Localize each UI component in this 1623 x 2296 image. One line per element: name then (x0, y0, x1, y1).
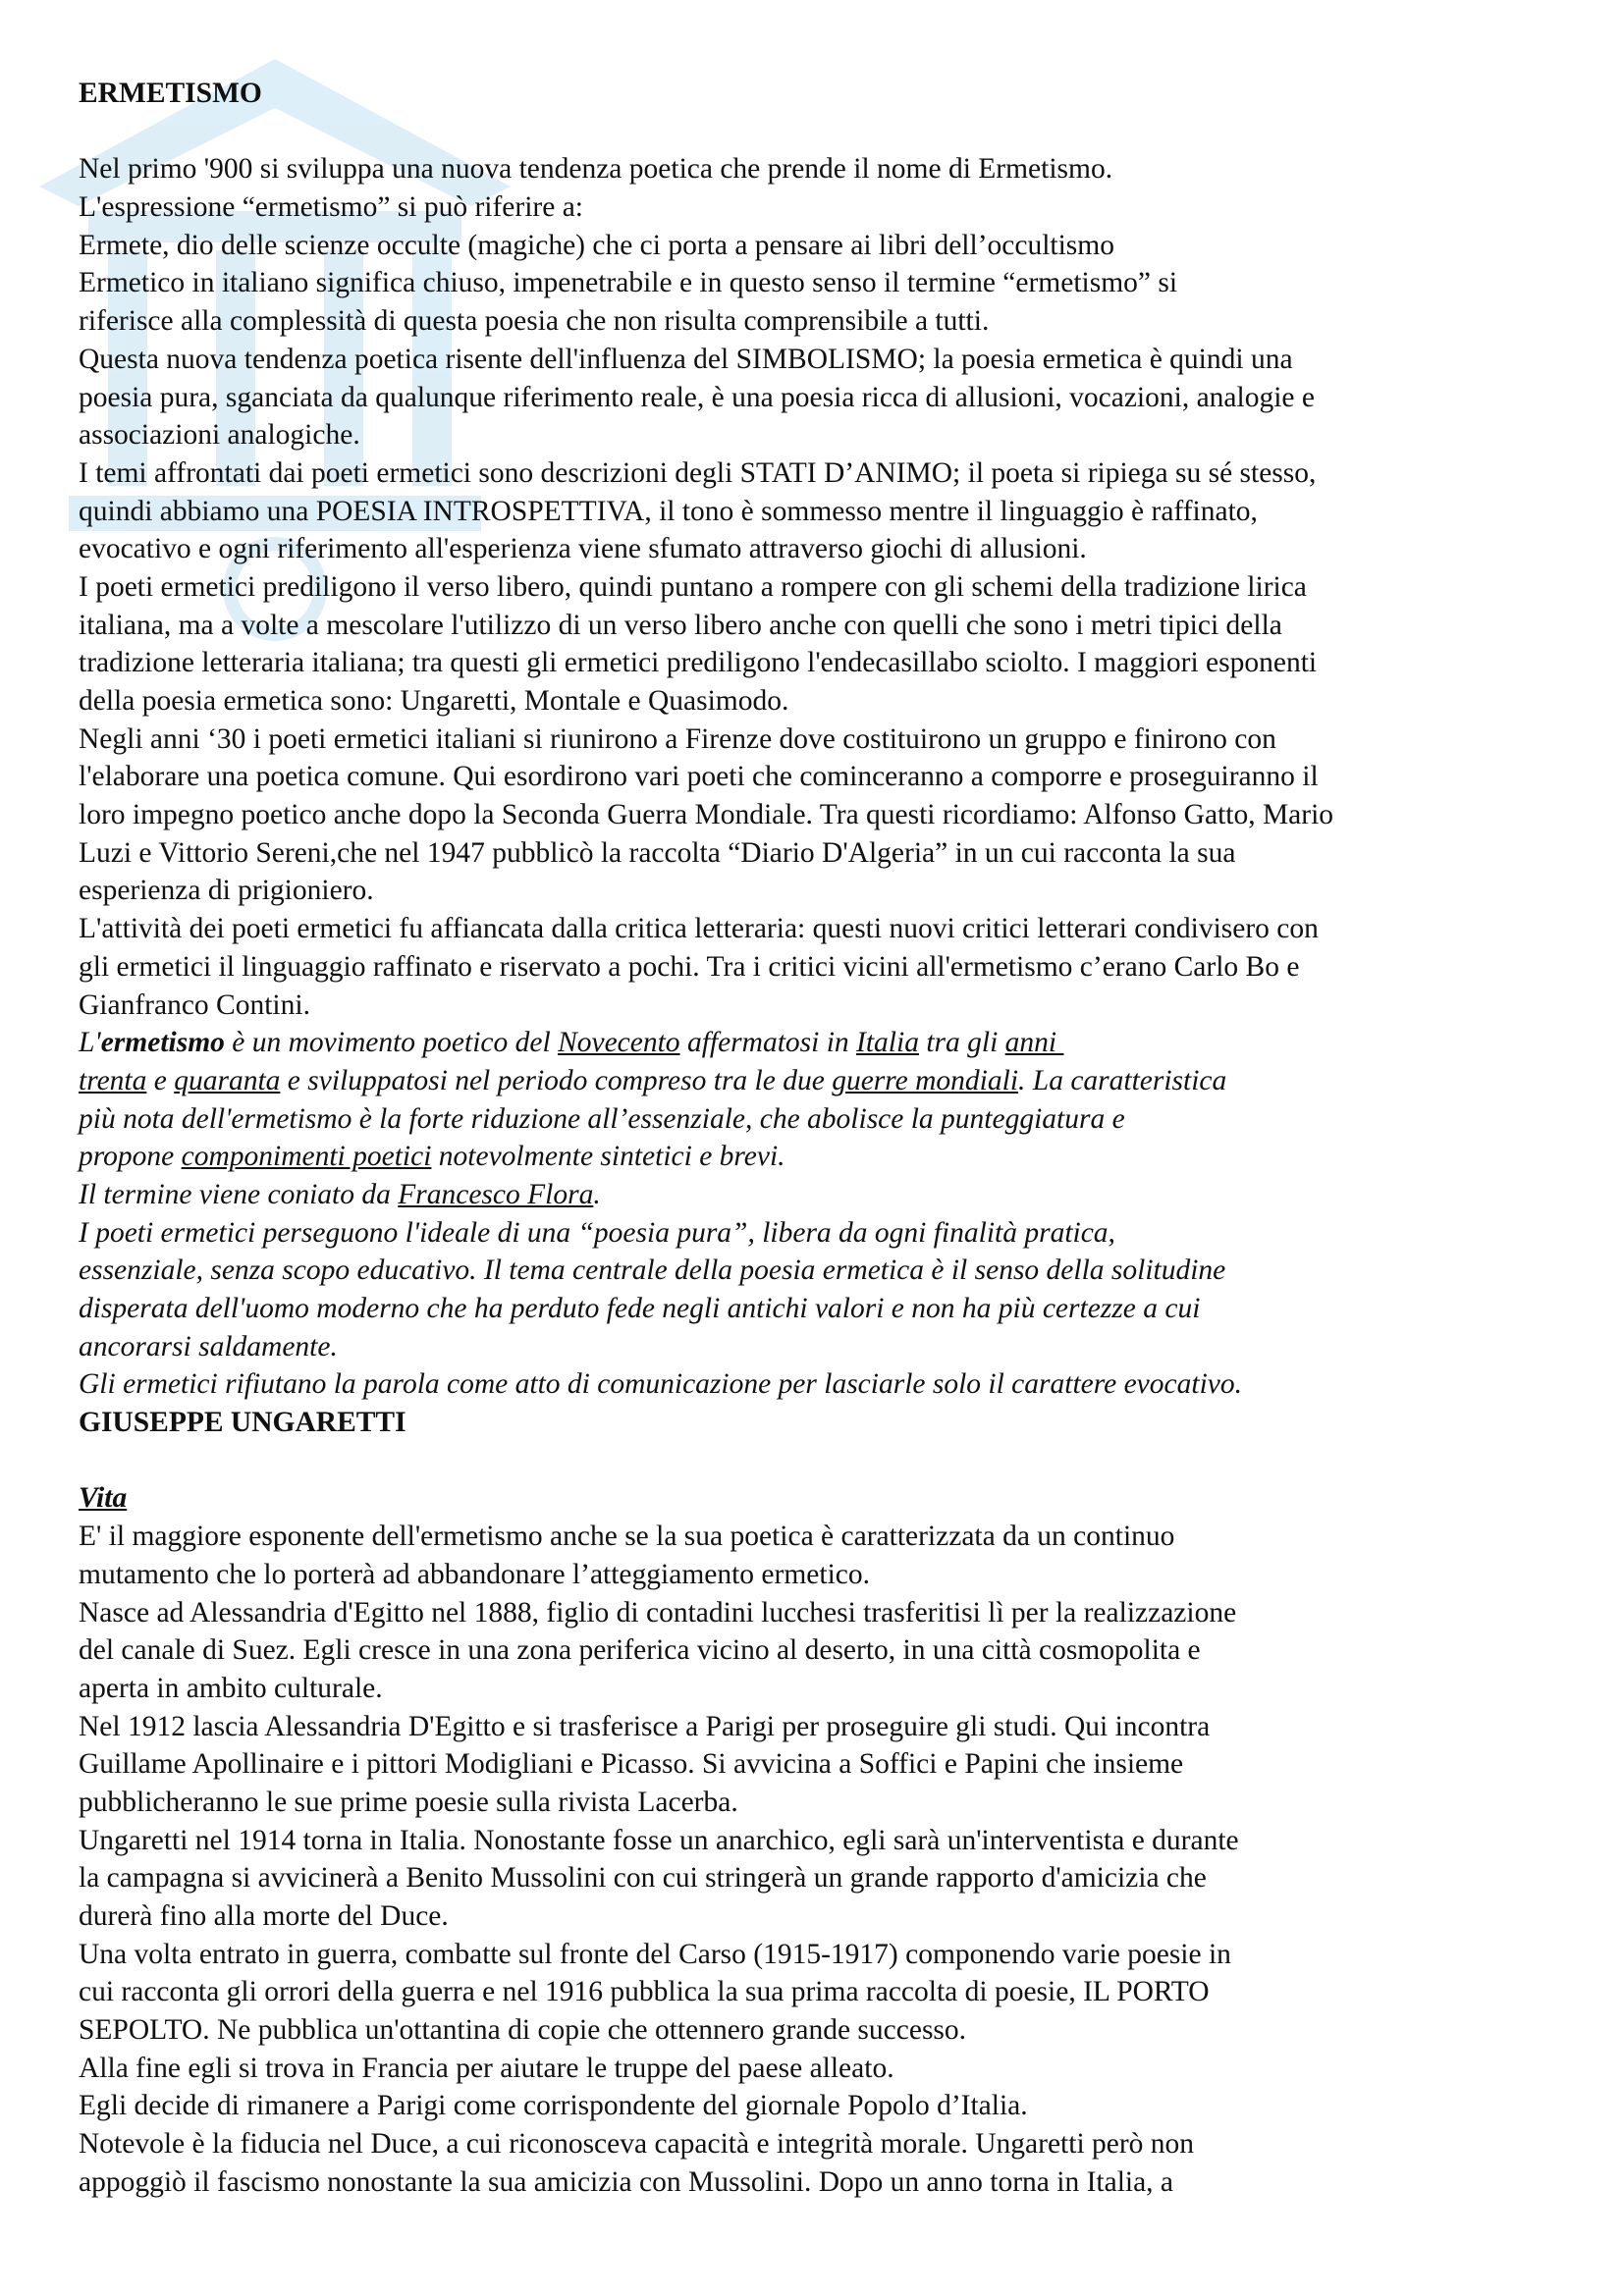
italic-quote-block (79, 1024, 1551, 1404)
text-line: del canale di Suez. Egli cresce in una zona periferica vicino al deserto, in una città cosmopolita e (79, 1634, 1201, 1667)
link-guerre-mondiali[interactable]: guerre mondiali (832, 1064, 1019, 1096)
link-quaranta[interactable]: quaranta (174, 1064, 281, 1096)
italic-line: più nota dell'ermetismo è la forte riduzione all’essenziale, che abolisce la punteggiatura e (79, 1102, 1125, 1135)
text-line: Guillame Apollinaire e i pittori Modigliani e Picasso. Si avvicina a Soffici e Papini che insieme (79, 1748, 1184, 1781)
text-span: affermatosi in (679, 1027, 857, 1059)
text-span: è un movimento poetico del (224, 1027, 559, 1059)
blank-line (79, 113, 1551, 151)
text-span: e sviluppatosi nel periodo compreso tra le due (280, 1064, 833, 1096)
ermetismo-paragraphs (79, 150, 1551, 1024)
text-line: I poeti ermetici prediligono il verso libero, quindi puntano a rompere con gli schemi della tradizione lirica (79, 570, 1307, 603)
text-line: L'attività dei poeti ermetici fu affiancata dalla critica letteraria: questi nuovi critici letterari condivisero con (79, 913, 1319, 945)
text-span: L' (79, 1027, 101, 1059)
text-line: appoggiò il fascismo nonostante la sua amicizia con Mussolini. Dopo un anno torna in Italia, a (79, 2165, 1174, 2198)
text-line: gli ermetici il linguaggio raffinato e riservato a pochi. Tra i critici vicini all'ermetismo c’erano Carlo Bo e (79, 950, 1300, 983)
text-span: e (146, 1064, 175, 1096)
text-line: Luzi e Vittorio Sereni,che nel 1947 pubblicò la raccolta “Diario D'Algeria” in un cui racconta la sua (79, 836, 1236, 869)
text-line: Nel 1912 lascia Alessandria D'Egitto e si trasferisce a Parigi per proseguire gli studi. Qui incontra (79, 1710, 1211, 1742)
section-title-ermetismo: ERMETISMO (79, 78, 262, 109)
text-line: l'elaborare una poetica comune. Qui esordirono vari poeti che cominceranno a comporre e proseguiranno il (79, 761, 1319, 793)
text-span: tra gli (918, 1027, 1005, 1059)
subsection-title-vita: Vita (79, 1482, 128, 1515)
italic-line (79, 1024, 1551, 1062)
text-line: mutamento che lo porterà ad abbandonare l’atteggiamento ermetico. (79, 1558, 870, 1590)
blank-line (79, 1442, 1551, 1480)
text-line: tradizione letteraria italiana; tra questi gli ermetici prediligono l'endecasillabo sciolto. I maggiori esponenti (79, 647, 1318, 679)
text-line: E' il maggiore esponente dell'ermetismo anche se la sua poetica è caratterizzata da un continuo (79, 1521, 1175, 1553)
link-italia[interactable]: Italia (856, 1027, 919, 1059)
text-line: L'espressione “ermetismo” si può riferire a: (79, 191, 584, 224)
text-line: durerà fino alla morte del Duce. (79, 1900, 449, 1932)
text-line: poesia pura, sganciata da qualunque riferimento reale, è una poesia ricca di allusioni, vocazioni, analogie e (79, 381, 1315, 413)
text-span: propone (79, 1141, 182, 1173)
link-novecento[interactable]: Novecento (558, 1027, 680, 1059)
italic-line: Gli ermetici rifiutano la parola come atto di comunicazione per lasciarle solo il carattere evocativo. (79, 1368, 1242, 1401)
link-anni-trenta-part2[interactable]: trenta (79, 1064, 147, 1096)
text-line: Negli anni ‘30 i poeti ermetici italiani si riunirono a Firenze dove costituirono un gruppo e finirono con (79, 722, 1276, 755)
vita-paragraphs (79, 1518, 1551, 2201)
text-line: loro impegno poetico anche dopo la Seconda Guerra Mondiale. Tra questi ricordiamo: Alfonso Gatto, Mario (79, 799, 1334, 831)
section-title-ungaretti: GIUSEPPE UNGARETTI (79, 1407, 406, 1439)
link-anni-trenta-part1[interactable]: anni (1004, 1027, 1064, 1059)
italic-line (79, 1138, 1551, 1176)
text-line: riferisce alla complessità di questa poesia che non risulta comprensibile a tutti. (79, 305, 990, 338)
text-line: Egli decide di rimanere a Parigi come corrispondente del giornale Popolo d’Italia. (79, 2090, 1028, 2122)
italic-line: ancorarsi saldamente. (79, 1330, 338, 1362)
text-line: Nel primo '900 si sviluppa una nuova tendenza poetica che prende il nome di Ermetismo. (79, 153, 1113, 186)
italic-line (79, 1176, 1551, 1214)
text-line: associazioni analogiche. (79, 419, 360, 452)
text-line: Ungaretti nel 1914 torna in Italia. Nonostante fosse un anarchico, egli sarà un'interventista e durante (79, 1824, 1239, 1856)
italic-line (79, 1062, 1551, 1100)
text-line: della poesia ermetica sono: Ungaretti, Montale e Quasimodo. (79, 685, 789, 717)
text-line: SEPOLTO. Ne pubblica un'ottantina di copie che ottennero grande successo. (79, 2014, 967, 2047)
text-line: esperienza di prigioniero. (79, 875, 374, 907)
text-line: Nasce ad Alessandria d'Egitto nel 1888, figlio di contadini lucchesi trasferitisi lì per la realizzazione (79, 1596, 1237, 1629)
text-line: Alla fine egli si trova in Francia per aiutare le truppe del paese alleato. (79, 2052, 894, 2084)
text-line: Notevole è la fiducia nel Duce, a cui riconosceva capacità e integrità morale. Ungaretti però non (79, 2128, 1195, 2161)
text-line: Ermetico in italiano significa chiuso, impenetrabile e in questo senso il termine “ermetismo” si (79, 267, 1178, 299)
text-line: italiana, ma a volte a mescolare l'utilizzo di un verso libero anche con quelli che sono i metri tipici della (79, 609, 1282, 641)
text-line: evocativo e ogni riferimento all'esperienza viene sfumato attraverso giochi di allusioni. (79, 533, 1087, 565)
text-span: Il termine viene coniato da (79, 1178, 399, 1210)
text-line: I temi affrontati dai poeti ermetici sono descrizioni degli STATI D’ANIMO; il poeta si ripiega su sé stesso, (79, 456, 1317, 489)
italic-line: I poeti ermetici perseguono l'ideale di una “poesia pura”, libera da ogni finalità pratica, (79, 1216, 1115, 1249)
text-span: notevolmente sintetici e brevi. (431, 1141, 785, 1173)
text-line: cui racconta gli orrori della guerra e nel 1916 pubblica la sua prima raccolta di poesie, IL PORTO (79, 1976, 1210, 2008)
text-line: Gianfranco Contini. (79, 988, 310, 1021)
link-componimenti-poetici[interactable]: componimenti poetici (181, 1141, 432, 1173)
text-line: quindi abbiamo una POESIA INTROSPETTIVA, il tono è sommesso mentre il linguaggio è raffinato, (79, 495, 1258, 527)
bold-term-ermetismo: ermetismo (100, 1027, 225, 1059)
text-line: Ermete, dio delle scienze occulte (magiche) che ci porta a pensare ai libri dell’occultismo (79, 229, 1114, 261)
text-line: la campagna si avvicinerà a Benito Mussolini con cui stringerà un grande rapporto d'amicizia che (79, 1862, 1207, 1895)
link-francesco-flora[interactable]: Francesco Flora (398, 1178, 594, 1210)
text-line: aperta in ambito culturale. (79, 1672, 383, 1704)
italic-line: disperata dell'uomo moderno che ha perduto fede negli antichi valori e non ha più certezze a cui (79, 1293, 1201, 1324)
text-line: Questa nuova tendenza poetica risente dell'influenza del SIMBOLISMO; la poesia ermetica è quindi una (79, 343, 1293, 375)
text-line: pubblicheranno le sue prime poesie sulla rivista Lacerba. (79, 1786, 738, 1818)
document-page (79, 75, 1551, 2202)
text-span: . (593, 1178, 601, 1210)
text-line: Una volta entrato in guerra, combatte sul fronte del Carso (1915-1917) componendo varie poesie in (79, 1938, 1231, 1970)
text-span: . La caratteristica (1018, 1064, 1227, 1096)
italic-line: essenziale, senza scopo educativo. Il tema centrale della poesia ermetica è il senso della solitudine (79, 1255, 1226, 1287)
